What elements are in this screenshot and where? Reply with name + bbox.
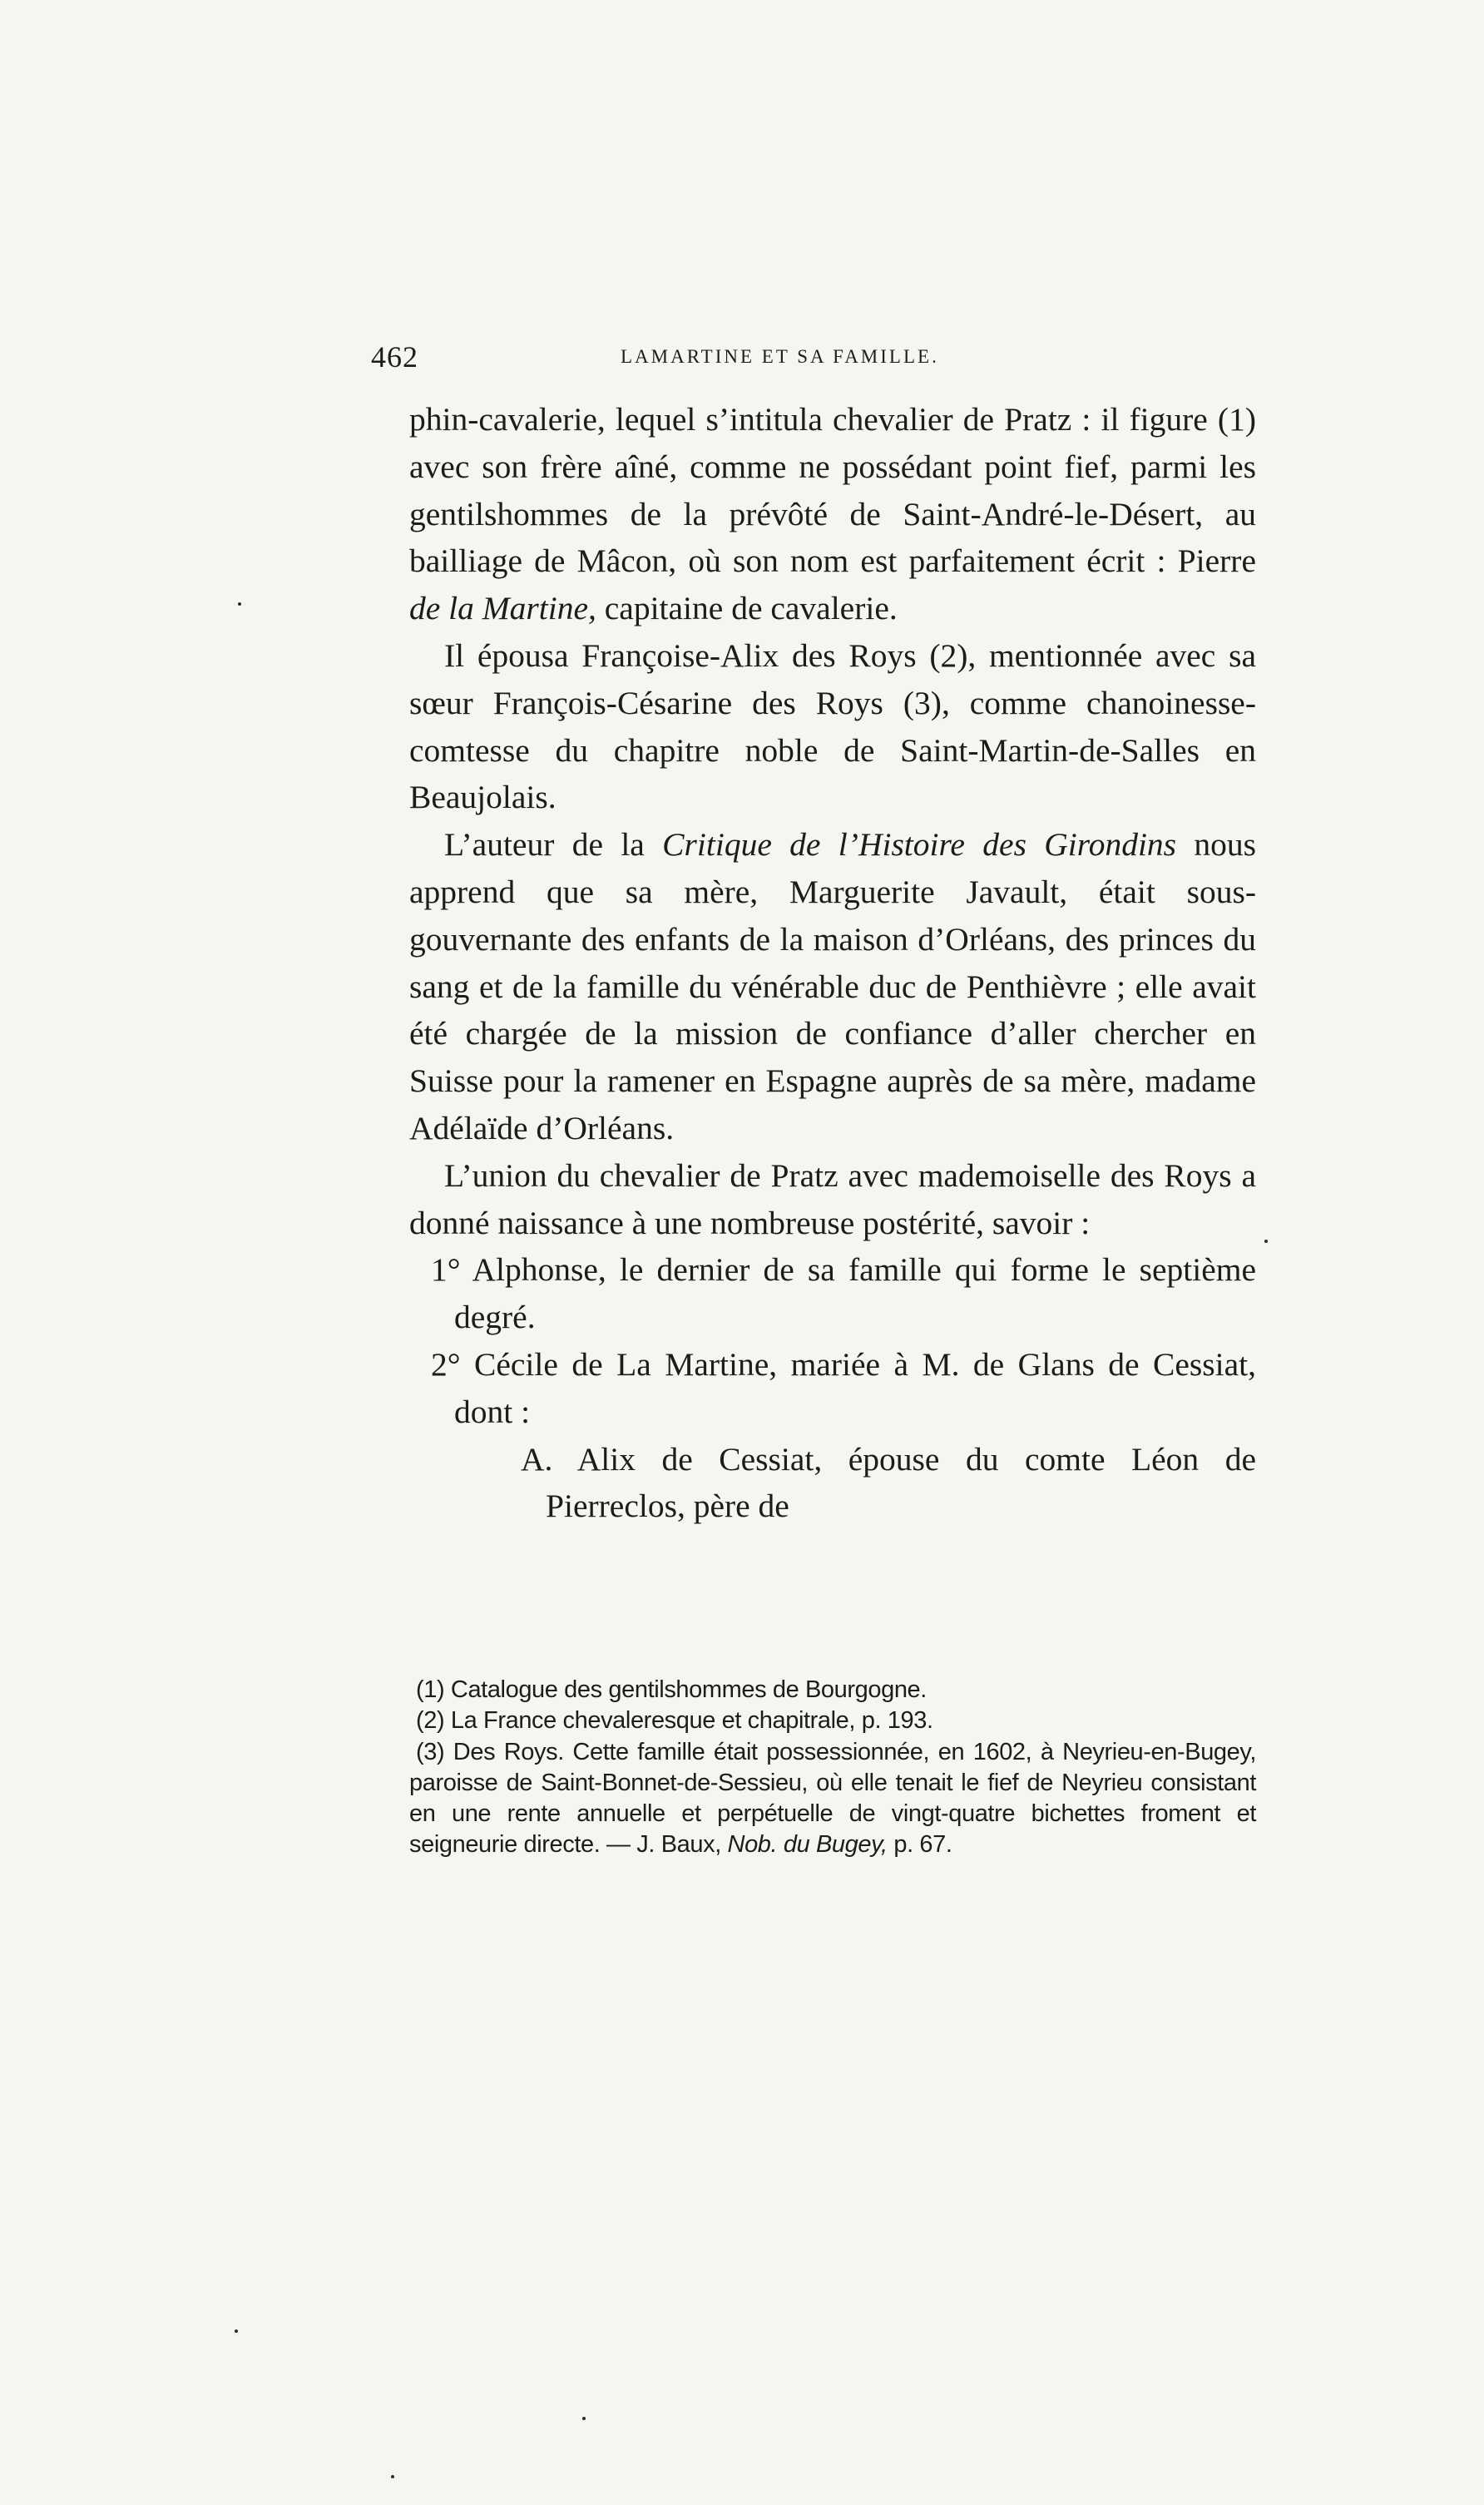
footnote-1: (1) Catalogue des gentilshommes de Bourgogne. — [416, 1676, 927, 1703]
paragraph-1-italic: de la Martine, — [409, 590, 596, 627]
footnote-3-text: (3) Des Roys. Cette famille était possessionnée, en 1602, à Neyrieu-en-Bugey, paroisse de Saint-Bonnet-de-Sessieu, où elle tenait le fief de Neyrieu consistant en une rente annuelle et perpétuelle de vingt-quatre bichettes froment et seigneurie directe. — J. Baux, — [409, 1738, 1256, 1859]
ink-speck — [582, 2417, 586, 2420]
ink-speck — [391, 2475, 394, 2478]
list-item-2: 2° Cécile de La Martine, mariée à M. de Glans de Cessiat, dont : — [431, 1345, 1256, 1430]
book-title-italic: Critique de l’Histoire des Girondins — [662, 826, 1177, 864]
footnotes — [409, 1675, 1256, 1861]
paragraph-1 — [409, 396, 1256, 632]
ink-speck — [1264, 1240, 1268, 1243]
paragraph-3-end: nous apprend que sa mère, Marguerite Javault, était sous-gouvernante des enfants de la maison d’Orléans, des princes du sang et de la famille du vénérable duc de Penthièvre ; elle avait été chargée de la mission de confiance d’aller chercher en Suisse pour la ramener en Espagne auprès de sa mère, madame Adélaïde d’Orléans. — [409, 826, 1257, 1146]
list-item-2a: A. Alix de Cessiat, épouse du comte Léon de Pierreclos, père de — [521, 1440, 1256, 1525]
paragraph-4: L’union du chevalier de Pratz avec mademoiselle des Roys a donné naissance à une nombreuse postérité, savoir : — [409, 1156, 1256, 1241]
ink-speck — [238, 602, 241, 606]
footnote-3 — [409, 1737, 1256, 1861]
paragraph-2: Il épousa Françoise-Alix des Roys (2), mentionnée avec sa sœur François-Césarine des Roys (3), comme chanoinesse-comtesse du chapitre noble de Saint-Martin-de-Salles en Beaujolais. — [409, 636, 1256, 816]
page-header — [371, 339, 1274, 381]
paragraph-1-end: capitaine de cavalerie. — [604, 590, 898, 627]
paragraph-1-text: phin-cavalerie, lequel s’intitula chevalier de Pratz : il figure (1) avec son frère aîné, comme ne possédant point fief, parmi les gentilshommes de la prévôté de Saint-André-le-Désert, au bailliage de Mâcon, où son nom est parfaitement écrit : Pierre — [409, 401, 1256, 580]
paragraph-3 — [409, 821, 1256, 1152]
footnote-3-end: p. 67. — [893, 1831, 952, 1859]
running-title: LAMARTINE ET SA FAMILLE. — [621, 346, 939, 367]
main-text — [409, 396, 1256, 1530]
list-item-1: 1° Alphonse, le dernier de sa famille qui forme le septième degré. — [431, 1251, 1256, 1336]
paragraph-3-start: L’auteur de la — [444, 826, 645, 864]
footnote-3-italic: Nob. du Bugey, — [727, 1831, 888, 1859]
footnote-2: (2) La France chevaleresque et chapitrale, p. 193. — [416, 1707, 933, 1735]
page-number: 462 — [371, 340, 418, 374]
ink-speck — [235, 2329, 238, 2333]
